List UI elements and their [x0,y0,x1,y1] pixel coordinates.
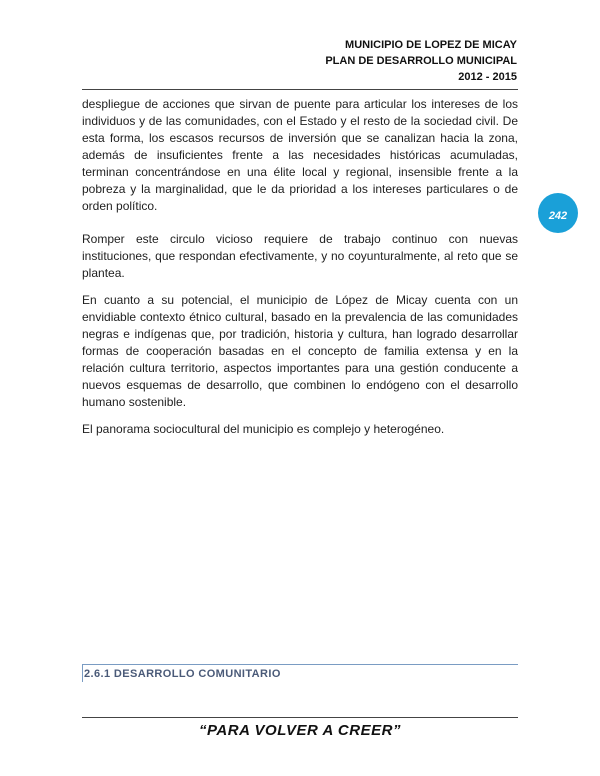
page-number-badge [538,193,578,233]
header-municipality: MUNICIPIO DE LOPEZ DE MICAY [345,39,517,51]
section-heading: 2.6.1 DESARROLLO COMUNITARIO [84,668,281,680]
page-number: 242 [548,210,568,222]
header-period: 2012 - 2015 [458,71,517,83]
footer-slogan: “PARA VOLVER A CREER” [199,722,401,739]
footer-divider [82,717,518,718]
header-divider [82,89,518,90]
header-plan-title: PLAN DE DESARROLLO MUNICIPAL [325,55,517,67]
paragraph-1: despliegue de acciones que sirvan de puente para articular los intereses de los individuos y de las comunidades, con el Estado y el resto de la sociedad civil. De esta forma, los escasos recursos de inversión que se canalizan hacia la zona, además de insuficientes frente a las necesidades históricas acumuladas, terminan concentrándose en una élite local y regional, insensible frente a la pobreza y la marginalidad, que le da prioridad a los intereses particulares o de orden político. [82,97,518,213]
body-text [82,96,518,454]
paragraph-2: Romper este circulo vicioso requiere de trabajo continuo con nuevas instituciones, que respondan efectivamente, y no coyunturalmente, al reto que se plantea. [82,232,518,280]
document-header [325,37,517,85]
paragraph-3: En cuanto a su potencial, el municipio de López de Micay cuenta con un envidiable contexto étnico cultural, basado en la prevalencia de las comunidades negras e indígenas que, por tradición, historia y cultura, han logrado desarrollar formas de cooperación basadas en el concepto de familia extensa y en la relación cultura territorio, aspectos importantes para una gestión conducente a nuevos esquemas de desarrollo, que combinen lo endógeno con el desarrollo humano sostenible. [82,293,518,409]
paragraph-4: El panorama sociocultural del municipio es complejo y heterogéneo. [82,422,445,436]
